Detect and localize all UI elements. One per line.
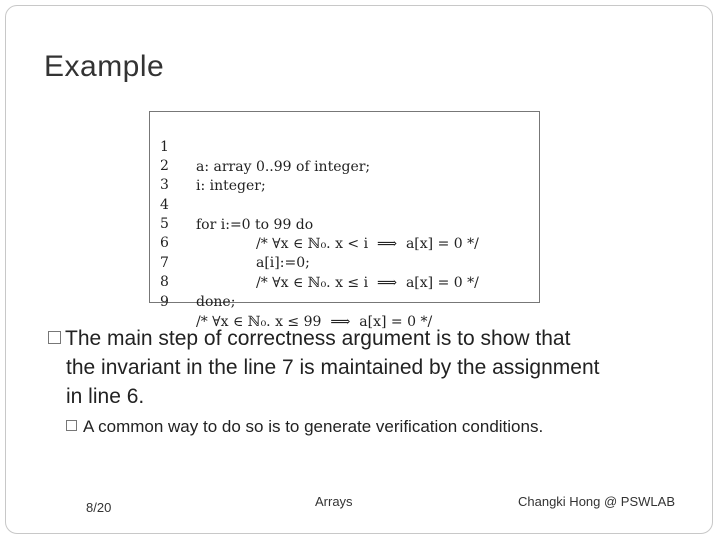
sub-bullet-item [66, 415, 543, 439]
code-text: i: integer; [196, 178, 266, 194]
bullet-text-line-3: in line 6. [66, 385, 145, 408]
sub-bullet-square-icon [66, 420, 77, 431]
line-number: 4 [160, 197, 169, 213]
code-text: a[i]:=0; [256, 255, 310, 271]
code-text: /* ∀x ∈ ℕ₀. x ≤ i ⟹ a[x] = 0 */ [256, 275, 479, 291]
footer-topic: Arrays [315, 494, 353, 509]
line-number: 9 [160, 294, 169, 310]
line-number: 1 [160, 139, 169, 155]
code-text: for i:=0 to 99 do [196, 217, 314, 233]
line-number: 6 [160, 235, 169, 251]
sub-bullet-text: A common way to do so is to generate verification conditions. [83, 417, 544, 436]
code-text: done; [196, 294, 236, 310]
bullet-text-line-1: The main step of correctness argument is to show that [65, 327, 571, 350]
bullet-item [48, 324, 570, 353]
bullet-text-line-2: the invariant in the line 7 is maintained by the assignment [66, 356, 600, 379]
line-number: 7 [160, 255, 169, 271]
code-listing [149, 111, 540, 330]
slide-title: Example [44, 50, 165, 83]
line-number: 2 [160, 158, 169, 174]
bullet-square-icon [48, 331, 61, 344]
footer-author: Changki Hong @ PSWLAB [518, 494, 675, 509]
code-line [150, 117, 539, 175]
code-text: /* ∀x ∈ ℕ₀. x ≤ 99 ⟹ a[x] = 0 */ [196, 314, 433, 330]
line-number: 5 [160, 216, 169, 232]
code-line [150, 175, 539, 233]
code-text: /* ∀x ∈ ℕ₀. x < i ⟹ a[x] = 0 */ [256, 236, 479, 252]
line-number: 3 [160, 177, 169, 193]
footer-page-number: 8/20 [86, 500, 112, 515]
line-number: 8 [160, 274, 169, 290]
code-text: a: array 0..99 of integer; [196, 159, 371, 175]
